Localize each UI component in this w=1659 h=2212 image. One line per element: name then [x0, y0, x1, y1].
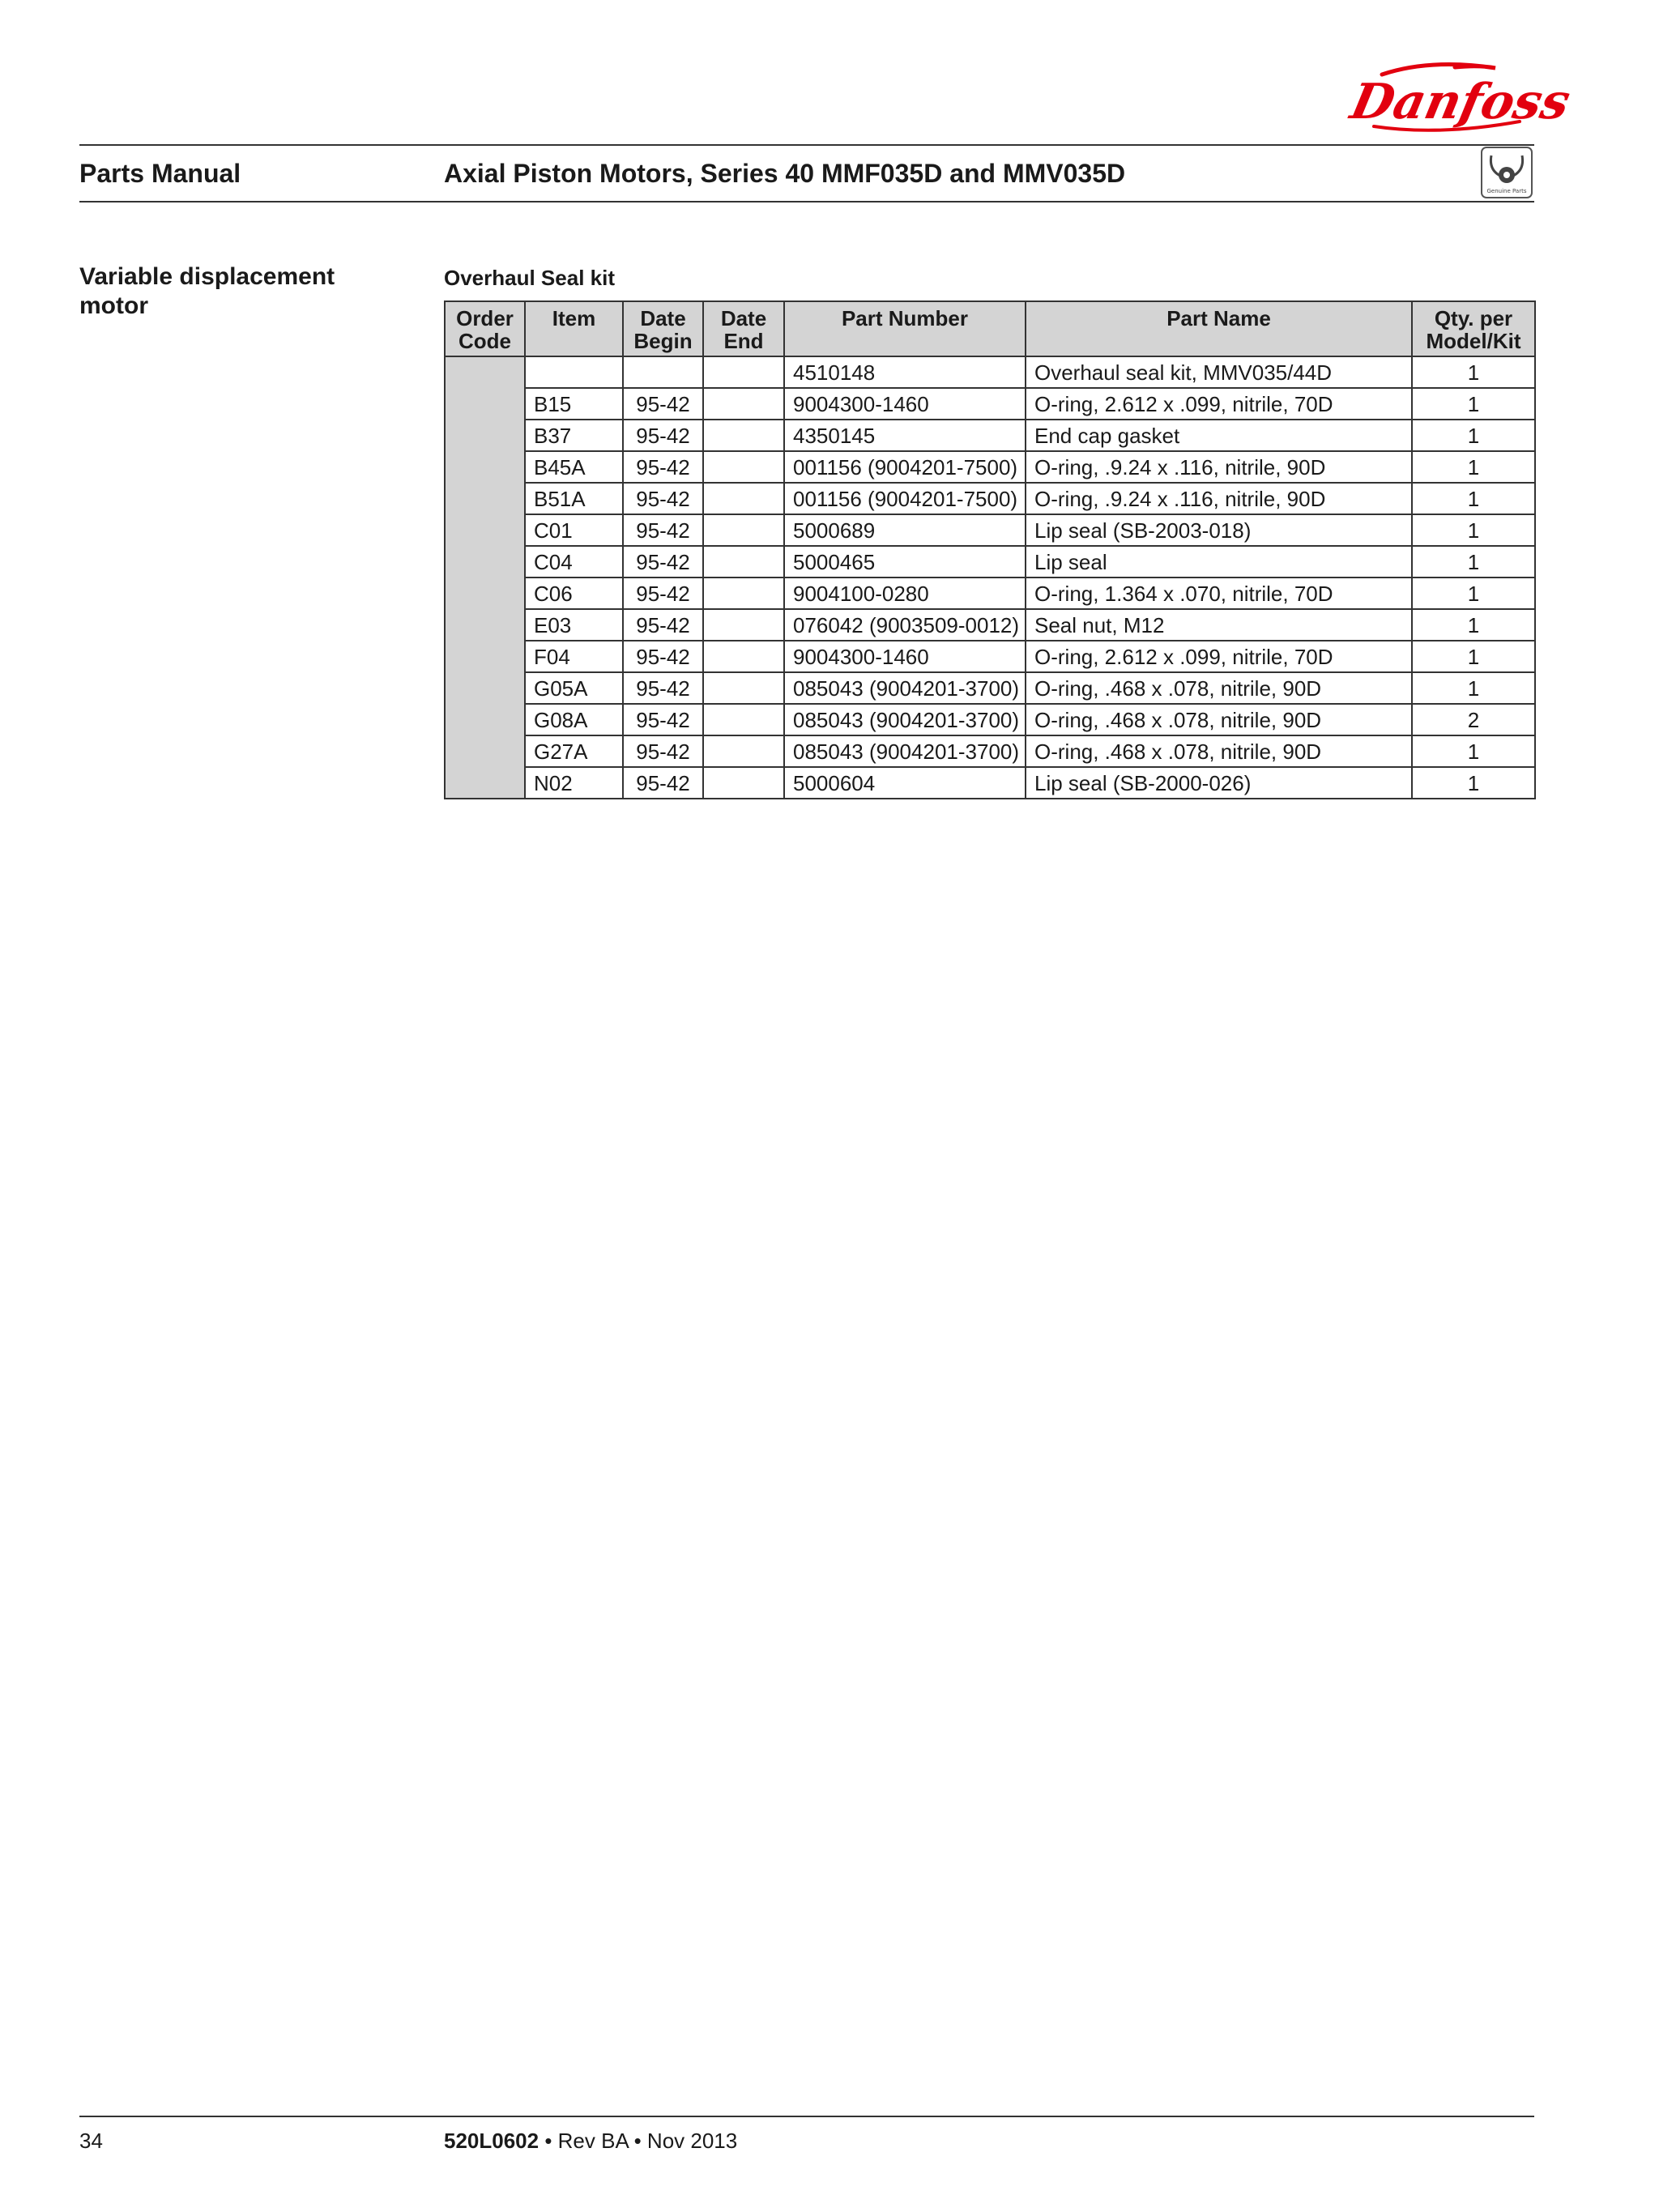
- header-item: Item: [525, 301, 623, 356]
- cell-part-name: O-ring, .9.24 x .116, nitrile, 90D: [1026, 483, 1412, 514]
- cell-part-name: O-ring, 2.612 x .099, nitrile, 70D: [1026, 388, 1412, 420]
- header-order-code: Order Code: [445, 301, 525, 356]
- cell-part-number: 001156 (9004201-7500): [784, 451, 1026, 483]
- cell-date-end: [703, 546, 784, 578]
- cell-date-end: [703, 641, 784, 672]
- table-row: [445, 672, 1535, 704]
- cell-item: E03: [525, 609, 623, 641]
- cell-qty: 1: [1412, 735, 1535, 767]
- cell-part-name: O-ring, 2.612 x .099, nitrile, 70D: [1026, 641, 1412, 672]
- cell-part-number: 4350145: [784, 420, 1026, 451]
- cell-date-begin: 95-42: [623, 735, 703, 767]
- cell-qty: 1: [1412, 451, 1535, 483]
- header-part-number: Part Number: [784, 301, 1026, 356]
- cell-part-name: Lip seal: [1026, 546, 1412, 578]
- table-title: Overhaul Seal kit: [444, 266, 615, 290]
- cell-qty: 1: [1412, 578, 1535, 609]
- cell-item: C01: [525, 514, 623, 546]
- cell-item: B51A: [525, 483, 623, 514]
- cell-date-begin: [623, 356, 703, 388]
- table-header-row: [445, 301, 1535, 356]
- table-body: [445, 356, 1535, 799]
- cell-date-begin: 95-42: [623, 546, 703, 578]
- cell-part-name: Lip seal (SB-2003-018): [1026, 514, 1412, 546]
- cell-part-number: 9004300-1460: [784, 641, 1026, 672]
- table-row: [445, 420, 1535, 451]
- cell-date-end: [703, 420, 784, 451]
- cell-part-number: 085043 (9004201-3700): [784, 672, 1026, 704]
- header-top-rule: [79, 144, 1534, 146]
- table-row: [445, 546, 1535, 578]
- cell-date-begin: 95-42: [623, 420, 703, 451]
- cell-part-number: 076042 (9003509-0012): [784, 609, 1026, 641]
- cell-item: G05A: [525, 672, 623, 704]
- table-row: [445, 388, 1535, 420]
- cell-qty: 1: [1412, 483, 1535, 514]
- cell-date-begin: 95-42: [623, 451, 703, 483]
- cell-item: G08A: [525, 704, 623, 735]
- cell-date-begin: 95-42: [623, 704, 703, 735]
- cell-part-name: O-ring, .468 x .078, nitrile, 90D: [1026, 704, 1412, 735]
- cell-part-number: 085043 (9004201-3700): [784, 704, 1026, 735]
- document-reference: [444, 2129, 737, 2154]
- cell-date-begin: 95-42: [623, 767, 703, 799]
- cell-item: N02: [525, 767, 623, 799]
- table-row: [445, 514, 1535, 546]
- cell-date-end: [703, 578, 784, 609]
- danfoss-logo: [1346, 60, 1576, 133]
- cell-qty: 1: [1412, 356, 1535, 388]
- header-date-begin: Date Begin: [623, 301, 703, 356]
- cell-date-end: [703, 451, 784, 483]
- cell-date-end: [703, 483, 784, 514]
- cell-date-begin: 95-42: [623, 514, 703, 546]
- header-part-name: Part Name: [1026, 301, 1412, 356]
- header-qty: Qty. per Model/Kit: [1412, 301, 1535, 356]
- table-row: [445, 641, 1535, 672]
- cell-part-number: 5000689: [784, 514, 1026, 546]
- cell-date-end: [703, 609, 784, 641]
- cell-part-number: 085043 (9004201-3700): [784, 735, 1026, 767]
- cell-qty: 1: [1412, 420, 1535, 451]
- cell-part-name: Overhaul seal kit, MMV035/44D: [1026, 356, 1412, 388]
- table-row: [445, 356, 1535, 388]
- cell-part-name: End cap gasket: [1026, 420, 1412, 451]
- cell-part-name: O-ring, .9.24 x .116, nitrile, 90D: [1026, 451, 1412, 483]
- doc-number: 520L0602: [444, 2129, 539, 2153]
- genuine-parts-icon: [1480, 146, 1533, 199]
- cell-part-number: 5000604: [784, 767, 1026, 799]
- cell-qty: 1: [1412, 546, 1535, 578]
- cell-qty: 2: [1412, 704, 1535, 735]
- manual-type: Parts Manual: [79, 159, 241, 188]
- cell-qty: 1: [1412, 672, 1535, 704]
- cell-date-begin: 95-42: [623, 483, 703, 514]
- cell-qty: 1: [1412, 514, 1535, 546]
- overhaul-seal-kit-table: [444, 300, 1536, 799]
- genuine-parts-text: Genuine Parts: [1486, 188, 1527, 194]
- cell-part-number: 001156 (9004201-7500): [784, 483, 1026, 514]
- cell-part-number: 9004300-1460: [784, 388, 1026, 420]
- cell-item: B45A: [525, 451, 623, 483]
- svg-text:Danfoss: Danfoss: [1346, 73, 1576, 130]
- cell-date-end: [703, 388, 784, 420]
- cell-item: B15: [525, 388, 623, 420]
- document-title: Axial Piston Motors, Series 40 MMF035D and MMV035D: [444, 159, 1126, 188]
- table-row: [445, 451, 1535, 483]
- table-row: [445, 735, 1535, 767]
- cell-qty: 1: [1412, 641, 1535, 672]
- doc-revision: • Rev BA • Nov 2013: [539, 2129, 738, 2153]
- header-bottom-rule: [79, 201, 1534, 202]
- cell-date-begin: 95-42: [623, 672, 703, 704]
- cell-date-end: [703, 767, 784, 799]
- cell-item: B37: [525, 420, 623, 451]
- table-row: [445, 483, 1535, 514]
- cell-qty: 1: [1412, 388, 1535, 420]
- cell-date-end: [703, 704, 784, 735]
- cell-date-begin: 95-42: [623, 578, 703, 609]
- cell-part-number: 9004100-0280: [784, 578, 1026, 609]
- cell-qty: 1: [1412, 609, 1535, 641]
- cell-date-begin: 95-42: [623, 388, 703, 420]
- cell-part-name: O-ring, .468 x .078, nitrile, 90D: [1026, 735, 1412, 767]
- cell-part-number: 4510148: [784, 356, 1026, 388]
- cell-date-end: [703, 672, 784, 704]
- cell-part-number: 5000465: [784, 546, 1026, 578]
- cell-date-end: [703, 356, 784, 388]
- cell-item: C04: [525, 546, 623, 578]
- table-row: [445, 704, 1535, 735]
- cell-date-end: [703, 735, 784, 767]
- table-row: [445, 767, 1535, 799]
- footer-rule: [79, 2116, 1534, 2117]
- cell-part-name: Seal nut, M12: [1026, 609, 1412, 641]
- cell-part-name: O-ring, .468 x .078, nitrile, 90D: [1026, 672, 1412, 704]
- cell-item: C06: [525, 578, 623, 609]
- cell-date-begin: 95-42: [623, 641, 703, 672]
- cell-item: [525, 356, 623, 388]
- table-row: [445, 609, 1535, 641]
- cell-order-code: [445, 356, 525, 799]
- section-title: Variable displacement motor: [79, 263, 335, 319]
- page-number: 34: [79, 2129, 103, 2153]
- table-row: [445, 578, 1535, 609]
- cell-item: F04: [525, 641, 623, 672]
- cell-date-end: [703, 514, 784, 546]
- cell-date-begin: 95-42: [623, 609, 703, 641]
- cell-item: G27A: [525, 735, 623, 767]
- cell-part-name: O-ring, 1.364 x .070, nitrile, 70D: [1026, 578, 1412, 609]
- cell-qty: 1: [1412, 767, 1535, 799]
- cell-part-name: Lip seal (SB-2000-026): [1026, 767, 1412, 799]
- header-date-end: Date End: [703, 301, 784, 356]
